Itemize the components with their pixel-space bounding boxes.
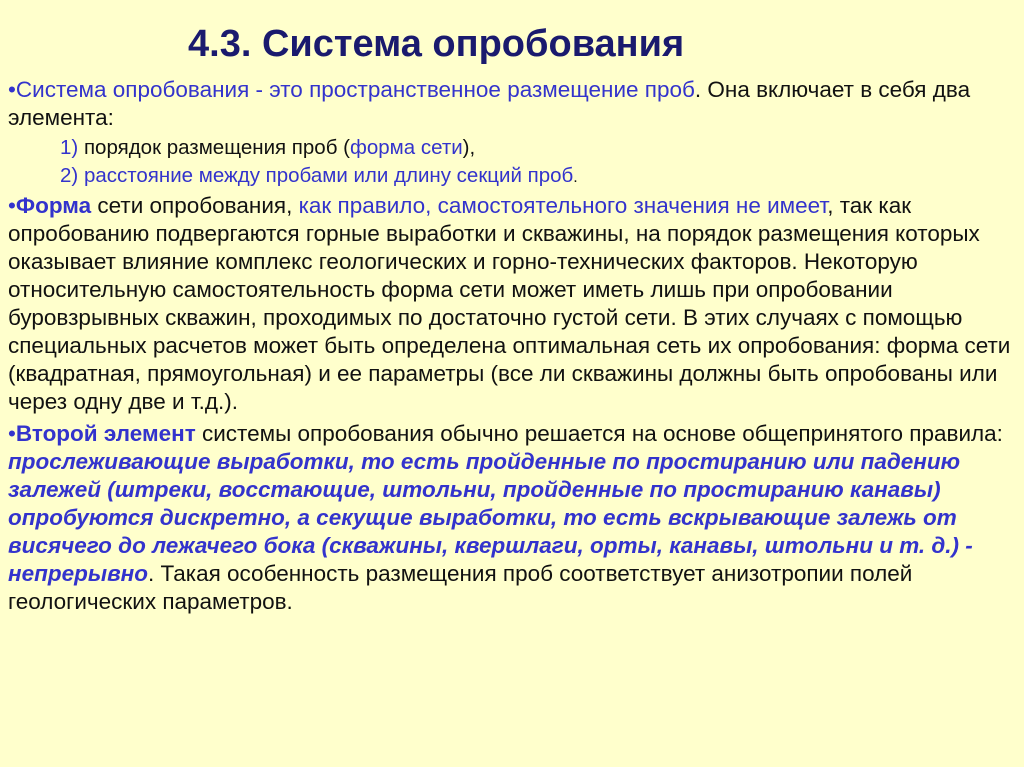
rule-highlight: прослеживающие выработки, то есть пройденные по простиранию или падению залежей (штреки, восстающие, штольни, пройденные по простиранию канавы) опробуются дискретно, а секущие выработки, то есть вскрывающие залежь от висячего до лежачего бока (скважины, квершлаги, орты, канавы, штольни и т. д.) - непрерывно [8,449,973,586]
list-item-highlight: форма сети [349,136,463,159]
paragraph-second-element [8,420,1014,616]
slide-title: 4.3. Система опробования [188,23,685,65]
list-item-text-end: ), [462,136,476,159]
paragraph-definition [8,76,1014,132]
list-item-highlight: расстояние между пробами или длину секций проб [83,164,574,187]
term-form: Форма [15,193,92,218]
network-form-body: , так как опробованию подвергаются горные выработки и скважины, на порядок размещения которых оказывает влияние комплекс геологических и горно-технических факторов. Некоторую относительную самостоятельность форма сети может иметь лишь при опробовании буровзрывных скважин, проходимых по достаточно густой сети. В этих случаях с помощью специальных расчетов может быть определена оптимальная сеть их опробования: форма сети (квадратная, прямоугольная) и ее параметры (все ли скважины должны быть опробованы или через одну две и т.д.). [8,193,1011,414]
second-element-end: . Такая особенность размещения проб соответствует анизотропии полей геологических параметров. [8,561,913,614]
network-form-text: сети опробования, [91,193,299,218]
list-item-text: порядок размещения проб ( [83,136,350,159]
term-second-element: Второй элемент [15,421,196,446]
list-item-1 [8,134,1014,162]
list-item-number: 1) [60,136,84,159]
bullet-marker: • [8,421,16,446]
bullet-marker: • [8,77,16,102]
second-element-text: системы опробования обычно решается на основе общепринятого правила: [195,421,1003,446]
paragraph-network-form [8,192,1014,416]
definition-highlight: Система опробования - это пространственное размещение проб [15,77,695,102]
list-item-number: 2) [60,164,84,187]
list-item-text-end: . [573,169,578,186]
list-item-2 [8,162,1014,192]
bullet-marker: • [8,193,16,218]
slide-content [8,76,1014,616]
definition-text: . Она включает в себя два элемента: [8,77,971,130]
network-form-highlight: как правило, самостоятельного значения не имеет [298,193,828,218]
